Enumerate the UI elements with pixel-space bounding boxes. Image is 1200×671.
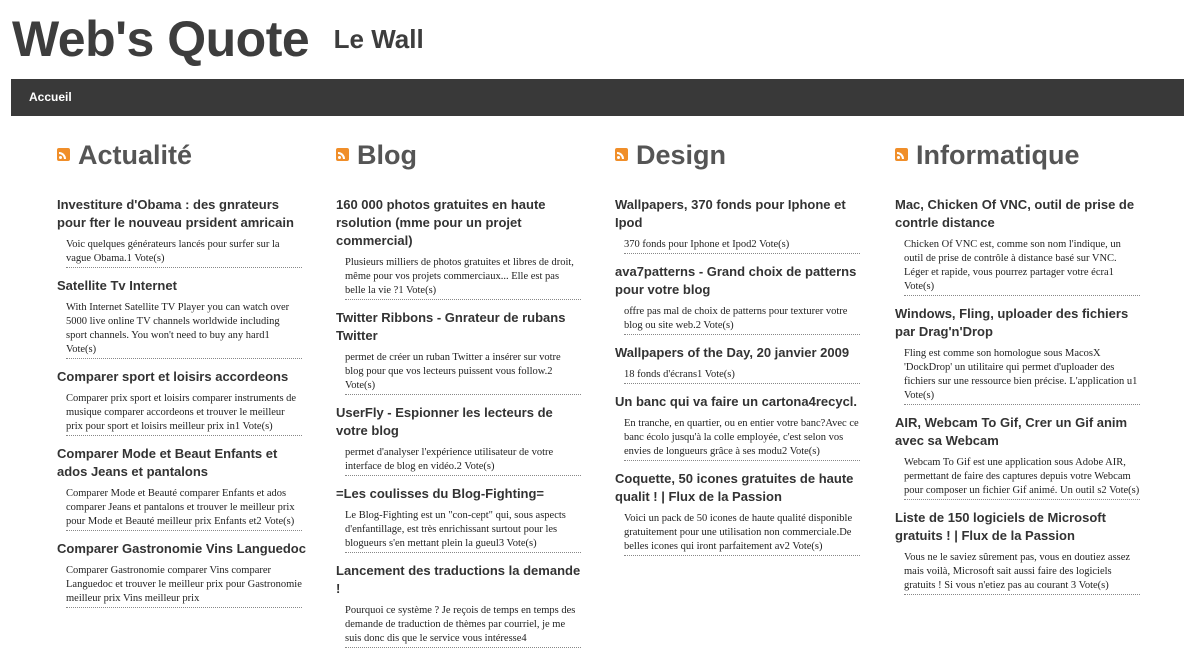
site-title[interactable]: Web's Quote <box>12 11 310 67</box>
column-title[interactable]: Design <box>636 140 727 170</box>
entry-summary: With Internet Satellite TV Player you can watch over 5000 live online TV channels worldwide including sport channels. You won't need to buy any hard1 Vote(s) <box>66 301 302 359</box>
entry-title[interactable]: Comparer Mode et Beaut Enfants et ados Jeans et pantalons <box>57 446 278 479</box>
entry-title[interactable]: Mac, Chicken Of VNC, outil de prise de contrle distance <box>895 197 1135 230</box>
list-item <box>57 368 309 436</box>
list-item <box>615 196 867 254</box>
list-item <box>57 445 309 531</box>
entry-title[interactable]: Lancement des traductions la demande ! <box>336 563 581 596</box>
entry-summary: Webcam To Gif est une application sous Adobe AIR, permettant de faire des captures depuis votre Webcam pour composer un fichier Gif animé. Un outil s2 Vote(s) <box>904 456 1140 500</box>
nav-item-accueil[interactable]: Accueil <box>29 90 72 104</box>
entry-title[interactable]: Twitter Ribbons - Gnrateur de rubans Twitter <box>336 310 566 343</box>
entry-summary: Comparer Mode et Beauté comparer Enfants et ados comparer Jeans et pantalons et trouver le meilleur prix pour Mode et Beauté meilleur prix Enfants et2 Vote(s) <box>66 487 302 531</box>
entry-summary: 370 fonds pour Iphone et Ipod2 Vote(s) <box>624 238 860 254</box>
column-header <box>615 140 867 174</box>
entry-title[interactable]: Windows, Fling, uploader des fichiers par Drag'n'Drop <box>895 306 1129 339</box>
column-title[interactable]: Actualité <box>78 140 193 170</box>
entry-summary: Le Blog-Fighting est un "con-cept" qui, sous aspects d'enfantillage, est très enrichissant surtout pour les blogueurs s'en mettant plein la gueul3 Vote(s) <box>345 509 581 553</box>
list-item <box>336 485 588 553</box>
list-item <box>615 263 867 335</box>
entry-summary: Chicken Of VNC est, comme son nom l'indique, un outil de prise de contrôle à distance basé sur VNC. Léger et rapide, vous pourrez partager votre écra1 Vote(s) <box>904 238 1140 296</box>
site-header <box>12 10 424 70</box>
entry-summary: En tranche, en quartier, ou en entier votre banc?Avec ce banc écolo jusqu'à la colle employée, c'est selon vos envies de longueurs grâce à ses modu2 Vote(s) <box>624 417 860 461</box>
entry-title[interactable]: Investiture d'Obama : des gnrateurs pour fter le nouveau prsident amricain <box>57 197 294 230</box>
entry-title[interactable]: Comparer Gastronomie Vins Languedoc <box>57 541 306 556</box>
column-title[interactable]: Informatique <box>916 140 1080 170</box>
list-item <box>336 309 588 395</box>
column-informatique <box>895 140 1147 604</box>
column-actualite <box>57 140 309 617</box>
entry-summary: 18 fonds d'écrans1 Vote(s) <box>624 368 860 384</box>
entry-summary: Voic quelques générateurs lancés pour surfer sur la vague Obama.1 Vote(s) <box>66 238 302 268</box>
list-item <box>895 196 1147 296</box>
column-header <box>895 140 1147 174</box>
entry-title[interactable]: =Les coulisses du Blog-Fighting= <box>336 486 545 501</box>
site-subtitle: Le Wall <box>333 24 424 54</box>
entry-summary: Comparer Gastronomie comparer Vins comparer Languedoc et trouver le meilleur prix pour Gastronomie meilleur prix Vins meilleur prix <box>66 564 302 608</box>
list-item <box>895 414 1147 500</box>
rss-feed-icon[interactable] <box>336 148 349 161</box>
entry-title[interactable]: Comparer sport et loisirs accordeons <box>57 369 289 384</box>
entry-summary: permet de créer un ruban Twitter a insérer sur votre blog pour que vos lecteurs puissent vous follow.2 Vote(s) <box>345 351 581 395</box>
list-item <box>895 305 1147 405</box>
list-item <box>615 470 867 556</box>
list-item <box>615 393 867 461</box>
entry-title[interactable]: AIR, Webcam To Gif, Crer un Gif anim avec sa Webcam <box>895 415 1128 448</box>
list-item <box>336 196 588 300</box>
rss-feed-icon[interactable] <box>895 148 908 161</box>
entry-title[interactable]: Coquette, 50 icones gratuites de haute qualit ! | Flux de la Passion <box>615 471 854 504</box>
entry-title[interactable]: Satellite Tv Internet <box>57 278 177 293</box>
list-item <box>57 540 309 608</box>
list-item <box>336 404 588 476</box>
column-header <box>336 140 588 174</box>
entry-title[interactable]: 160 000 photos gratuites en haute rsolution (mme pour un projet commercial) <box>336 197 546 248</box>
entry-summary: Pourquoi ce système ? Je reçois de temps en temps des demande de traduction de thèmes par courriel, je me suis donc dis que le service vous intéresse4 <box>345 604 581 648</box>
entry-title[interactable]: UserFly - Espionner les lecteurs de votre blog <box>336 405 553 438</box>
entry-summary: Vous ne le saviez sûrement pas, vous en doutiez assez mais voilà, Microsoft sait aussi faire des logiciels gratuits ! Si vous n'etiez pas au courant 3 Vote(s) <box>904 551 1140 595</box>
rss-feed-icon[interactable] <box>57 148 70 161</box>
entry-summary: offre pas mal de choix de patterns pour texturer votre blog ou site web.2 Vote(s) <box>624 305 860 335</box>
entry-summary: Voici un pack de 50 icones de haute qualité disponible gratuitement pour une utilisation non commerciale.De belles icones qui iront parfaitement av2 Vote(s) <box>624 512 860 556</box>
list-item <box>57 196 309 268</box>
column-design <box>615 140 867 565</box>
rss-feed-icon[interactable] <box>615 148 628 161</box>
column-title[interactable]: Blog <box>357 140 417 170</box>
entry-summary: permet d'analyser l'expérience utilisateur de votre interface de blog en vidéo.2 Vote(s) <box>345 446 581 476</box>
list-item <box>895 509 1147 595</box>
nav-bar <box>11 79 1184 116</box>
entry-title[interactable]: Liste de 150 logiciels de Microsoft gratuits ! | Flux de la Passion <box>895 510 1106 543</box>
entry-summary: Plusieurs milliers de photos gratuites et libres de droit, même pour vos projets commerciaux... Elle est pas belle la vie ?1 Vote(s) <box>345 256 581 300</box>
entry-summary: Comparer prix sport et loisirs comparer instruments de musique comparer accordeons et trouver le meilleur prix pour sport et loisirs meilleur prix in1 Vote(s) <box>66 392 302 436</box>
entry-summary: Fling est comme son homologue sous MacosX 'DockDrop' un utilitaire qui permet d'uploader des fichiers sur une ressource bien précise. L'application u1 Vote(s) <box>904 347 1140 405</box>
list-item <box>615 344 867 384</box>
entry-title[interactable]: Un banc qui va faire un cartona4recycl. <box>615 394 858 409</box>
column-header <box>57 140 309 174</box>
entry-title[interactable]: Wallpapers, 370 fonds pour Iphone et Ipod <box>615 197 846 230</box>
entry-title[interactable]: Wallpapers of the Day, 20 janvier 2009 <box>615 345 850 360</box>
list-item <box>336 562 588 648</box>
list-item <box>57 277 309 359</box>
entry-title[interactable]: ava7patterns - Grand choix de patterns pour votre blog <box>615 264 857 297</box>
column-blog <box>336 140 588 657</box>
